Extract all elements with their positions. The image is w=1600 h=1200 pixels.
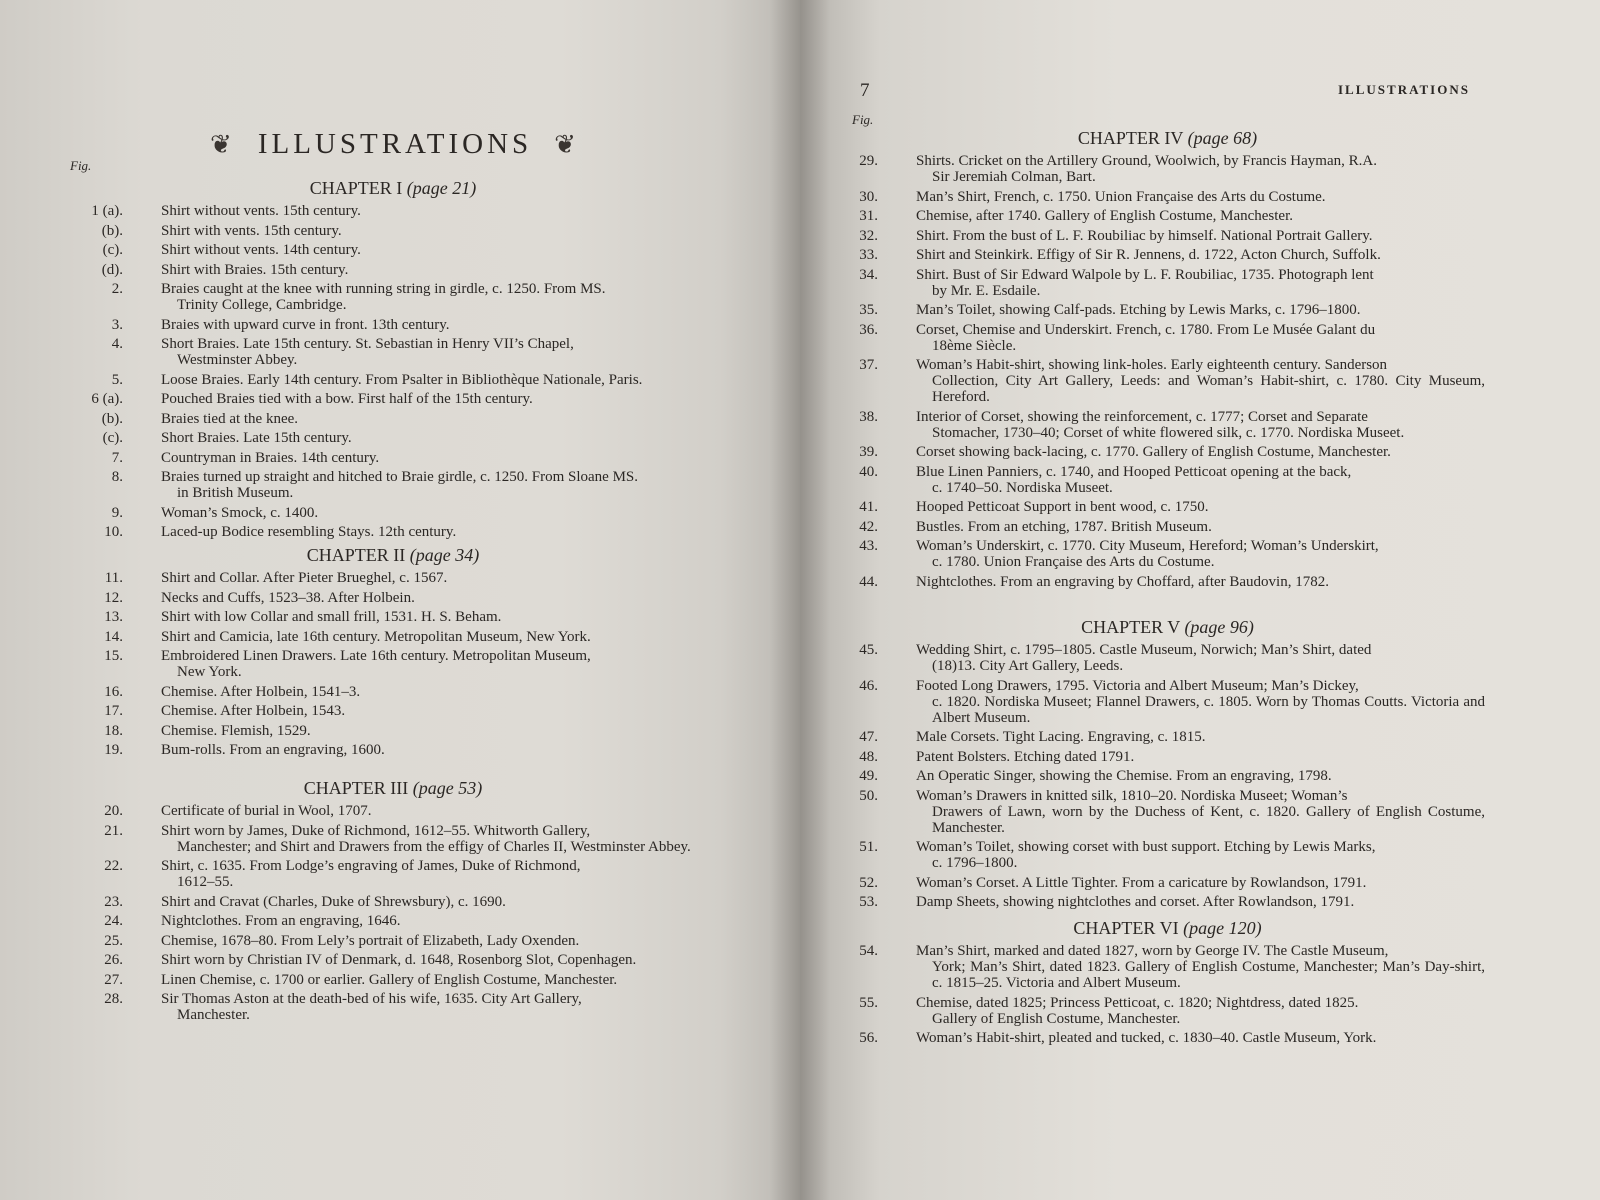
figure-number: 29. <box>859 153 878 169</box>
figure-caption: An Operatic Singer, showing the Chemise. From an engraving, 1798. <box>916 768 1332 784</box>
figure-caption-continued: c. 1740–50. Nordiska Museet. <box>932 479 1113 496</box>
figure-caption: Woman’s Habit-shirt, pleated and tucked, c. 1830–40. Castle Museum, York. <box>916 1030 1377 1046</box>
figure-caption-continued: Manchester; and Shirt and Drawers from the effigy of Charles II, Westminster Abbey. <box>177 838 691 855</box>
illustration-entry <box>850 678 1485 726</box>
running-head: ILLUSTRATIONS <box>1338 82 1470 97</box>
figure-number: 37. <box>859 357 878 373</box>
figure-caption-continued: Westminster Abbey. <box>177 352 298 368</box>
illustration-entry <box>68 858 718 890</box>
illustration-entry <box>68 262 718 278</box>
figure-number: 3. <box>111 316 123 333</box>
illustration-entry <box>68 972 718 988</box>
figure-caption: Shirts. Cricket on the Artillery Ground, Woolwich, by Francis Hayman, R.A. <box>916 153 1377 169</box>
figure-caption: Certificate of burial in Wool, 1707. <box>161 803 372 819</box>
figure-number: 51. <box>859 839 878 855</box>
chapter-title: CHAPTER VI <box>1073 918 1179 938</box>
figure-number: 49. <box>859 768 878 784</box>
illustration-entry <box>850 208 1485 224</box>
illustration-entry <box>68 223 718 239</box>
figure-number: 31. <box>859 208 878 224</box>
title-text: ILLUSTRATIONS <box>257 128 533 160</box>
figure-caption-continued: in British Museum. <box>177 485 294 501</box>
chapter-heading <box>68 778 718 799</box>
figure-caption: Interior of Corset, showing the reinforcement, c. 1777; Corset and Separate <box>916 408 1368 425</box>
figure-caption: Shirt worn by James, Duke of Richmond, 1612–55. Whitworth Gallery, <box>161 822 591 839</box>
figure-number: 20. <box>104 803 123 819</box>
figure-number: 32. <box>859 227 878 244</box>
chapter-title: CHAPTER I <box>309 178 403 198</box>
figure-caption-continued: 18ème Siècle. <box>932 337 1017 354</box>
figure-number: 53. <box>859 894 878 910</box>
figure-caption: Sir Thomas Aston at the death-bed of his wife, 1635. City Art Gallery, <box>161 991 582 1007</box>
figure-number: 26. <box>104 952 123 968</box>
illustration-entry <box>68 894 718 910</box>
figure-caption: Shirt with Braies. 15th century. <box>161 261 349 278</box>
figure-number: 39. <box>859 444 878 460</box>
illustration-entry <box>68 952 718 968</box>
illustration-entry <box>850 357 1485 405</box>
illustration-entry <box>850 519 1485 535</box>
figure-caption-continued: 1612–55. <box>177 874 234 890</box>
figure-caption: Shirt with low Collar and small frill, 1531. H. S. Beham. <box>161 609 502 625</box>
figure-number: 41. <box>859 499 878 515</box>
figure-caption: Countryman in Braies. 14th century. <box>161 449 380 466</box>
chapter-page-ref: (page 53) <box>412 778 483 798</box>
illustration-entry <box>850 729 1485 745</box>
illustration-entry <box>850 749 1485 765</box>
figure-number: 45. <box>859 642 878 658</box>
chapter-section <box>850 128 1485 593</box>
figure-caption: Shirt without vents. 14th century. <box>161 242 361 258</box>
figure-number: (c). <box>102 242 123 258</box>
figure-number: 33. <box>859 247 878 263</box>
illustration-entry <box>68 469 718 501</box>
figure-number: 46. <box>859 677 878 694</box>
figure-caption: Woman’s Toilet, showing corset with bust support. Etching by Lewis Marks, <box>916 839 1376 855</box>
figure-number: 54. <box>859 943 878 959</box>
figure-number: 27. <box>104 971 123 988</box>
figure-number: 10. <box>104 524 123 540</box>
figure-caption: Braies tied at the knee. <box>161 410 299 427</box>
figure-number: 7. <box>111 449 123 466</box>
figure-number: (b). <box>101 410 123 427</box>
figure-caption-continued: (18)13. City Art Gallery, Leeds. <box>932 658 1124 674</box>
illustration-entry <box>850 839 1485 871</box>
figure-number: (b). <box>101 222 123 239</box>
figure-number: 40. <box>859 463 878 480</box>
figure-caption: Shirt without vents. 15th century. <box>161 203 361 219</box>
figure-caption: Laced-up Bodice resembling Stays. 12th century. <box>161 524 457 540</box>
chapter-section <box>68 178 718 544</box>
figure-caption-continued: Stomacher, 1730–40; Corset of white flowered silk, c. 1770. Nordiska Museet. <box>932 424 1405 441</box>
figure-number: 22. <box>104 858 123 874</box>
figure-number: 42. <box>859 518 878 535</box>
fig-label-right: Fig. <box>852 112 874 127</box>
figure-caption: Patent Bolsters. Etching dated 1791. <box>916 748 1135 765</box>
figure-caption: Hooped Petticoat Support in bent wood, c. 1750. <box>916 499 1209 515</box>
figure-number: 55. <box>859 994 878 1011</box>
figure-caption: Braies caught at the knee with running string in girdle, c. 1250. From MS. <box>161 281 606 297</box>
illustration-entry <box>850 228 1485 244</box>
chapter-section <box>850 918 1485 1050</box>
chapter-page-ref: (page 120) <box>1183 918 1262 938</box>
figure-caption: Shirt, c. 1635. From Lodge’s engraving of James, Duke of Richmond, <box>161 858 581 874</box>
figure-caption: Woman’s Corset. A Little Tighter. From a caricature by Rowlandson, 1791. <box>916 874 1367 891</box>
figure-number: 14. <box>104 628 123 645</box>
figure-number: 25. <box>104 932 123 949</box>
figure-caption-continued: New York. <box>177 664 242 680</box>
chapter-heading <box>850 918 1485 939</box>
figure-caption: Chemise, dated 1825; Princess Petticoat, c. 1820; Nightdress, dated 1825. <box>916 994 1359 1011</box>
right-page <box>800 0 1600 1200</box>
figure-caption: Necks and Cuffs, 1523–38. After Holbein. <box>161 589 415 606</box>
figure-caption: Woman’s Habit-shirt, showing link-holes. Early eighteenth century. Sanderson <box>916 357 1388 373</box>
illustration-entry <box>850 768 1485 784</box>
figure-caption: Braies turned up straight and hitched to Braie girdle, c. 1250. From Sloane MS. <box>161 469 638 485</box>
figure-caption: Man’s Toilet, showing Calf-pads. Etching by Lewis Marks, c. 1796–1800. <box>916 302 1361 318</box>
chapter-page-ref: (page 21) <box>406 178 477 198</box>
illustration-entry <box>68 933 718 949</box>
illustration-entry <box>850 189 1485 205</box>
figure-caption: Male Corsets. Tight Lacing. Engraving, c. 1815. <box>916 729 1206 745</box>
chapter-heading <box>850 617 1485 638</box>
chapter-heading <box>68 545 718 566</box>
illustration-entry <box>850 875 1485 891</box>
illustration-entry <box>68 803 718 819</box>
chapter-title: CHAPTER III <box>303 778 409 798</box>
chapter-section <box>68 778 718 1027</box>
figure-number: 13. <box>104 609 123 625</box>
figure-caption-continued: c. 1780. Union Française des Arts du Costume. <box>932 554 1215 570</box>
figure-caption: Woman’s Underskirt, c. 1770. City Museum, Hereford; Woman’s Underskirt, <box>916 538 1379 554</box>
illustration-entry <box>850 574 1485 590</box>
figure-caption: Chemise. After Holbein, 1541–3. <box>161 683 361 700</box>
figure-number: 15. <box>104 648 123 664</box>
figure-caption: Shirt and Cravat (Charles, Duke of Shrewsbury), c. 1690. <box>161 893 506 910</box>
chapter-title: CHAPTER IV <box>1077 128 1184 148</box>
illustration-entry <box>68 203 718 219</box>
figure-caption-continued: Manchester. <box>177 1007 250 1023</box>
figure-number: 56. <box>859 1030 878 1046</box>
figure-caption: Chemise. Flemish, 1529. <box>161 722 311 739</box>
illustration-entry <box>850 1030 1485 1046</box>
illustration-entry <box>68 991 718 1023</box>
figure-number: 6 (a). <box>91 391 123 407</box>
figure-number: 30. <box>859 188 878 205</box>
figure-caption: Chemise, 1678–80. From Lely’s portrait of Elizabeth, Lady Oxenden. <box>161 932 580 949</box>
illustration-entry <box>850 642 1485 674</box>
illustration-entry <box>68 372 718 388</box>
figure-caption-continued: Collection, City Art Gallery, Leeds: and Woman’s Habit-shirt, c. 1780. City Museum, Hereford. <box>932 373 1485 405</box>
figure-caption: Bustles. From an etching, 1787. British Museum. <box>916 518 1212 535</box>
figure-number: 19. <box>104 742 123 758</box>
chapter-title: CHAPTER V <box>1081 617 1180 637</box>
figure-caption: Linen Chemise, c. 1700 or earlier. Gallery of English Costume, Manchester. <box>161 971 618 988</box>
figure-caption: Short Braies. Late 15th century. St. Sebastian in Henry VII’s Chapel, <box>161 336 574 352</box>
illustration-entry <box>68 609 718 625</box>
figure-caption: Short Braies. Late 15th century. <box>161 430 352 446</box>
figure-caption: Nightclothes. From an engraving by Choffard, after Baudovin, 1782. <box>916 573 1329 590</box>
figure-caption: Shirt worn by Christian IV of Denmark, d. 1648, Rosenborg Slot, Copenhagen. <box>161 952 637 968</box>
chapter-heading <box>850 128 1485 149</box>
fleuron-left-icon: ❦ <box>210 129 236 159</box>
figure-caption: Embroidered Linen Drawers. Late 16th century. Metropolitan Museum, <box>161 648 591 664</box>
figure-number: 16. <box>104 683 123 700</box>
illustration-entry <box>68 524 718 540</box>
figure-caption-continued: c. 1796–1800. <box>932 855 1018 871</box>
illustration-entry <box>68 391 718 407</box>
figure-number: (d). <box>101 261 123 278</box>
figure-caption: Shirt with vents. 15th century. <box>161 222 342 239</box>
figure-caption: Man’s Shirt, French, c. 1750. Union Française des Arts du Costume. <box>916 188 1326 205</box>
figure-number: 23. <box>104 893 123 910</box>
figure-number: 1 (a). <box>91 203 123 219</box>
figure-number: 17. <box>104 703 123 719</box>
illustration-entry <box>68 590 718 606</box>
illustration-entry <box>850 153 1485 185</box>
figure-number: 52. <box>859 874 878 891</box>
figure-number: 9. <box>111 504 123 521</box>
illustration-entry <box>68 913 718 929</box>
figure-caption-continued: Gallery of English Costume, Manchester. <box>932 1010 1181 1027</box>
illustration-entry <box>850 409 1485 441</box>
figure-number: 47. <box>859 729 878 745</box>
figure-caption: Woman’s Smock, c. 1400. <box>161 504 319 521</box>
illustration-entry <box>850 995 1485 1027</box>
figure-number: 2. <box>111 281 123 297</box>
figure-number: 48. <box>859 748 878 765</box>
figure-number: 36. <box>859 321 878 338</box>
figure-caption: Shirt. Bust of Sir Edward Walpole by L. F. Roubiliac, 1735. Photograph lent <box>916 266 1374 283</box>
figure-number: 11. <box>104 570 123 586</box>
illustration-entry <box>68 336 718 368</box>
illustration-entry <box>68 570 718 586</box>
figure-number: 8. <box>111 469 123 485</box>
figure-caption: Corset, Chemise and Underskirt. French, c. 1780. From Le Musée Galant du <box>916 321 1376 338</box>
chapter-page-ref: (page 96) <box>1184 617 1254 637</box>
figure-caption: Braies with upward curve in front. 13th century. <box>161 316 450 333</box>
illustration-entry <box>68 742 718 758</box>
figure-caption: Wedding Shirt, c. 1795–1805. Castle Museum, Norwich; Man’s Shirt, dated <box>916 642 1372 658</box>
illustration-entry <box>850 464 1485 496</box>
illustration-entry <box>68 317 718 333</box>
figure-caption: Woman’s Drawers in knitted silk, 1810–20. Nordiska Museet; Woman’s <box>916 787 1348 804</box>
figure-caption-continued: York; Man’s Shirt, dated 1823. Gallery of English Costume, Manchester; Man’s Day-shirt, c. 1815–25. Victoria and Albert Museum. <box>932 959 1485 991</box>
illustration-entry <box>68 648 718 680</box>
page-number: 7 <box>860 80 870 101</box>
chapter-section <box>850 617 1485 914</box>
figure-caption-continued: Trinity College, Cambridge. <box>177 297 347 313</box>
figure-number: (c). <box>102 430 123 446</box>
figure-caption: Chemise, after 1740. Gallery of English Costume, Manchester. <box>916 208 1293 224</box>
figure-number: 24. <box>104 913 123 929</box>
illustration-entry <box>68 723 718 739</box>
figure-caption-continued: by Mr. E. Esdaile. <box>932 282 1041 299</box>
illustration-entry <box>68 411 718 427</box>
figure-caption: Loose Braies. Early 14th century. From Psalter in Bibliothèque Nationale, Paris. <box>161 371 643 388</box>
illustration-entry <box>850 538 1485 570</box>
figure-number: 38. <box>859 408 878 425</box>
figure-caption: Corset showing back-lacing, c. 1770. Gallery of English Costume, Manchester. <box>916 444 1391 460</box>
chapter-page-ref: (page 34) <box>409 545 480 565</box>
figure-caption: Man’s Shirt, marked and dated 1827, worn by George IV. The Castle Museum, <box>916 943 1389 959</box>
chapter-section <box>68 545 718 762</box>
book-gutter <box>770 0 830 1200</box>
illustration-entry <box>850 322 1485 354</box>
figure-number: 28. <box>104 991 123 1007</box>
figure-number: 21. <box>104 822 123 839</box>
illustration-entry <box>68 505 718 521</box>
figure-caption: Bum-rolls. From an engraving, 1600. <box>161 742 385 758</box>
chapter-title: CHAPTER II <box>306 545 406 565</box>
illustration-entry <box>68 281 718 313</box>
figure-number: 12. <box>104 589 123 606</box>
figure-number: 5. <box>111 371 123 388</box>
figure-number: 18. <box>104 722 123 739</box>
figure-caption: Nightclothes. From an engraving, 1646. <box>161 913 401 929</box>
page-title <box>185 128 605 161</box>
figure-caption-continued: Drawers of Lawn, worn by the Duchess of Kent, c. 1820. Gallery of English Costume, Manchester. <box>932 803 1485 836</box>
illustration-entry <box>68 450 718 466</box>
illustration-entry <box>850 943 1485 991</box>
illustration-entry <box>68 430 718 446</box>
figure-caption: Blue Linen Panniers, c. 1740, and Hooped Petticoat opening at the back, <box>916 463 1352 480</box>
illustration-entry <box>850 894 1485 910</box>
illustration-entry <box>850 302 1485 318</box>
figure-caption-continued: Sir Jeremiah Colman, Bart. <box>932 169 1096 185</box>
illustration-entry <box>68 242 718 258</box>
figure-number: 4. <box>111 336 123 352</box>
figure-caption: Shirt. From the bust of L. F. Roubiliac by himself. National Portrait Gallery. <box>916 227 1373 244</box>
illustration-entry <box>850 499 1485 515</box>
figure-caption: Shirt and Steinkirk. Effigy of Sir R. Jennens, d. 1722, Acton Church, Suffolk. <box>916 247 1381 263</box>
figure-number: 35. <box>859 302 878 318</box>
illustration-entry <box>850 247 1485 263</box>
figure-number: 43. <box>859 538 878 554</box>
figure-caption: Chemise. After Holbein, 1543. <box>161 703 346 719</box>
figure-caption: Shirt and Camicia, late 16th century. Metropolitan Museum, New York. <box>161 628 591 645</box>
figure-caption: Shirt and Collar. After Pieter Brueghel, c. 1567. <box>161 570 448 586</box>
fig-label: Fig. <box>70 158 92 173</box>
figure-caption: Pouched Braies tied with a bow. First half of the 15th century. <box>161 391 533 407</box>
illustration-entry <box>68 703 718 719</box>
fleuron-right-icon: ❦ <box>554 129 580 159</box>
figure-caption: Footed Long Drawers, 1795. Victoria and Albert Museum; Man’s Dickey, <box>916 677 1359 694</box>
figure-caption: Damp Sheets, showing nightclothes and corset. After Rowlandson, 1791. <box>916 894 1355 910</box>
chapter-heading <box>68 178 718 199</box>
illustration-entry <box>850 267 1485 299</box>
figure-number: 44. <box>859 573 878 590</box>
illustration-entry <box>68 823 718 855</box>
figure-caption-continued: c. 1820. Nordiska Museet; Flannel Drawers, c. 1805. Worn by Thomas Coutts. Victoria and Albert Museum. <box>932 693 1485 726</box>
illustration-entry <box>850 788 1485 836</box>
illustration-entry <box>850 444 1485 460</box>
illustration-entry <box>68 684 718 700</box>
chapter-page-ref: (page 68) <box>1187 128 1258 148</box>
illustration-entry <box>68 629 718 645</box>
figure-number: 34. <box>859 266 878 283</box>
figure-number: 50. <box>859 787 878 804</box>
